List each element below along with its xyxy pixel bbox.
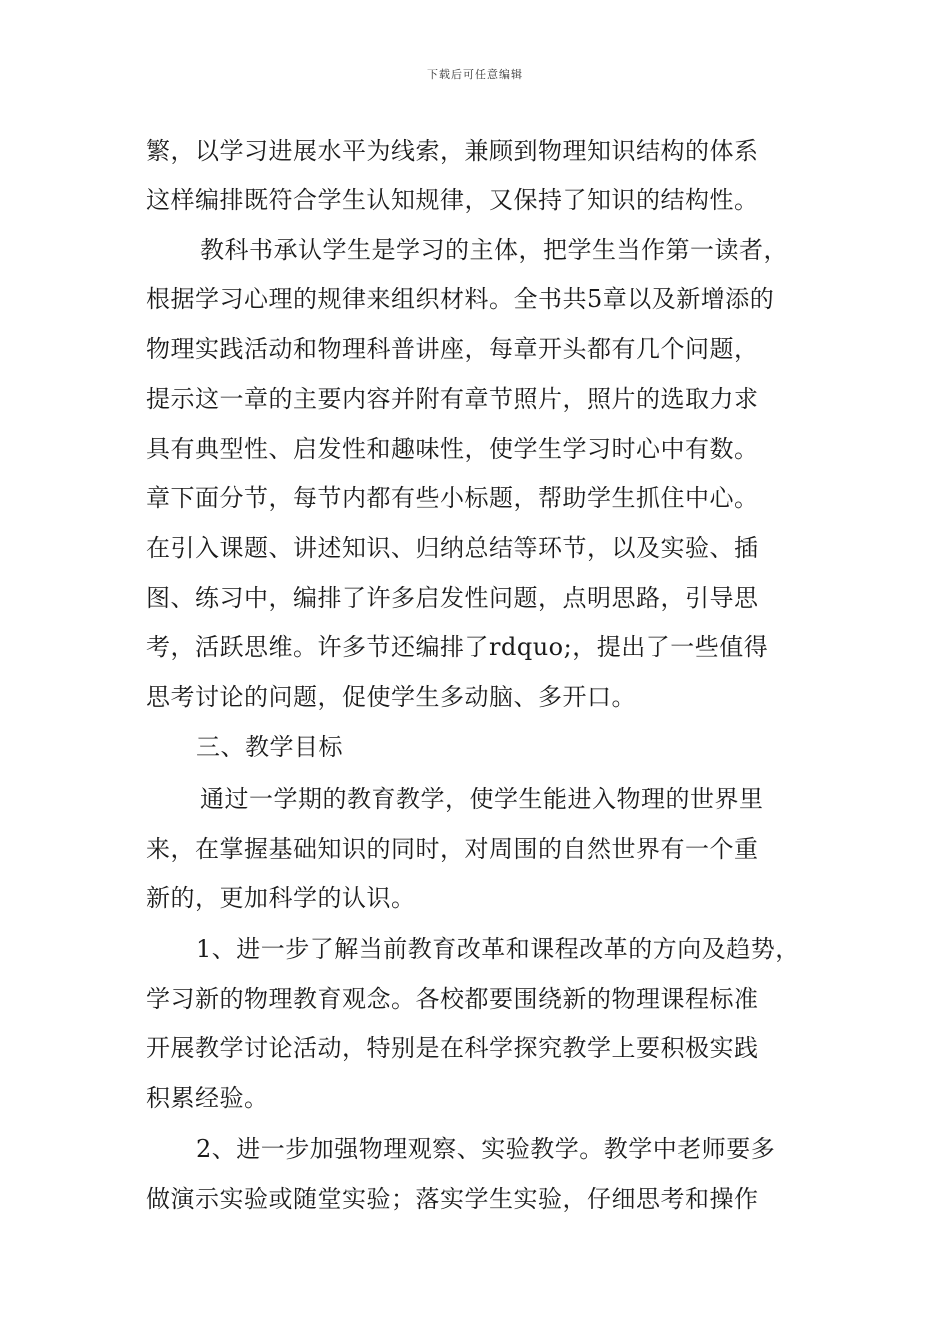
text-line: 章下面分节，每节内都有些小标题，帮助学生抓住中心。 [146, 484, 759, 512]
text-line: 物理实践活动和物理科普讲座，每章开头都有几个问题， [146, 335, 759, 363]
text-line: 具有典型性、启发性和趣味性，使学生学习时心中有数。 [146, 435, 759, 463]
text-line: 积累经验。 [146, 1084, 269, 1112]
text-line: 提示这一章的主要内容并附有章节照片，照片的选取力求 [146, 385, 759, 413]
text-line: 开展教学讨论活动，特别是在科学探究教学上要积极实践 [146, 1034, 759, 1062]
text-line: 教科书承认学生是学习的主体，把学生当作第一读者， [200, 236, 788, 264]
section-heading: 三、教学目标 [196, 733, 343, 761]
text-line: 思考讨论的问题，促使学生多动脑、多开口。 [146, 683, 636, 711]
text-line: 在引入课题、讲述知识、归纳总结等环节，以及实验、插 [146, 534, 759, 562]
text-line: 通过一学期的教育教学，使学生能进入物理的世界里 [200, 785, 764, 813]
text-line: 学习新的物理教育观念。各校都要围绕新的物理课程标准 [146, 985, 759, 1013]
text-line: 1、进一步了解当前教育改革和课程改革的方向及趋势， [196, 935, 800, 963]
text-line: 考，活跃思维。许多节还编排了rdquo;，提出了一些值得 [146, 633, 769, 661]
text-line: 新的，更加科学的认识。 [146, 884, 416, 912]
text-line: 来，在掌握基础知识的同时，对周围的自然世界有一个重 [146, 835, 759, 863]
text-line: 这样编排既符合学生认知规律，又保持了知识的结构性。 [146, 186, 759, 214]
text-line: 繁，以学习进展水平为线索，兼顾到物理知识结构的体系 [146, 137, 759, 165]
text-line: 2、进一步加强物理观察、实验教学。教学中老师要多 [196, 1135, 776, 1163]
page-header: 下载后可任意编辑 [427, 68, 523, 81]
text-line: 图、练习中，编排了许多启发性问题，点明思路，引导思 [146, 584, 759, 612]
text-line: 做演示实验或随堂实验；落实学生实验，仔细思考和操作 [146, 1185, 759, 1213]
text-line: 根据学习心理的规律来组织材料。全书共5章以及新增添的 [146, 285, 775, 313]
